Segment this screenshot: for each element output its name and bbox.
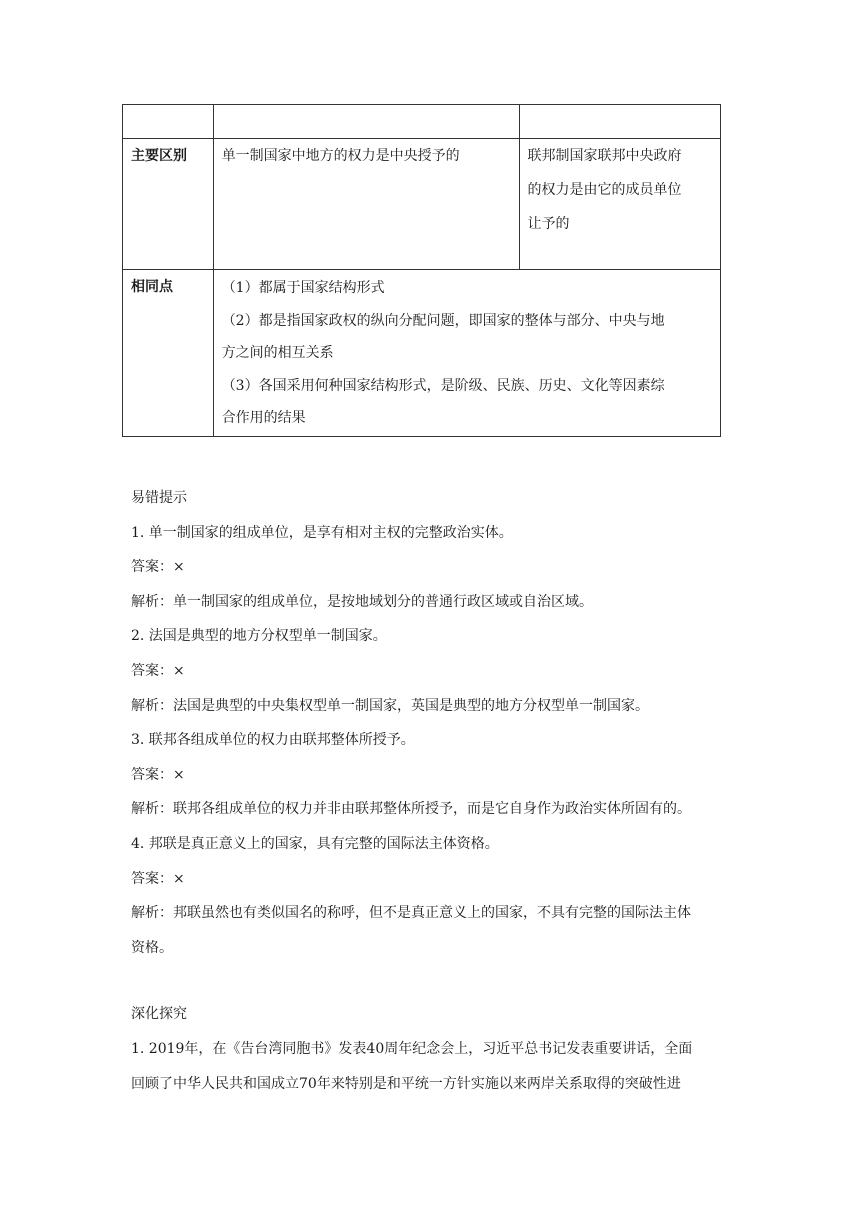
similarities-cell [213, 270, 720, 437]
section-gap [131, 965, 741, 997]
explore-line: 回顾了中华人民共和国成立70年来特别是和平统一方针实施以来两岸关系取得的突破性进 [131, 1075, 681, 1092]
explore-line: 1. 2019年，在《告台湾同胞书》发表40周年纪念会上，习近平总书记发表重要讲话，全面 [131, 1040, 693, 1057]
comparison-table [122, 104, 721, 437]
question: 4. 邦联是真正意义上的国家，具有完整的国际法主体资格。 [131, 835, 499, 852]
question: 3. 联邦各组成单位的权力由联邦整体所授予。 [131, 732, 415, 749]
answer: 答案：× [131, 766, 185, 783]
section-heading-tips: 易错提示 [131, 490, 187, 506]
analysis-line: 解析：邦联虽然也有类似国名的称呼，但不是真正意义上的国家，不具有完整的国际法主体 [131, 905, 691, 922]
similarity-line: （1）都属于国家结构形式 [221, 280, 385, 296]
table-row-main-difference [123, 139, 721, 270]
label-text: 主要区别 [131, 148, 187, 164]
similarity-line: （3）各国采用何种国家结构形式，是阶级、民族、历史、文化等因素综 [221, 377, 665, 394]
row-label-main-difference [123, 139, 214, 270]
question: 2. 法国是典型的地方分权型单一制国家。 [131, 628, 387, 645]
similarity-line: 方之间的相互关系 [221, 345, 334, 361]
federal-cell [519, 139, 720, 270]
analysis: 解析：单一制国家的组成单位，是按地域划分的普通行政区域或自治区域。 [131, 593, 593, 610]
row-label-similarities [123, 270, 214, 437]
similarity-line: 合作用的结果 [221, 410, 306, 426]
federal-text-line: 让予的 [527, 216, 570, 232]
unitary-cell [213, 139, 519, 270]
answer: 答案：× [131, 662, 185, 679]
analysis-line: 资格。 [131, 939, 173, 956]
table-cell [519, 105, 720, 139]
federal-text-line: 联邦制国家联邦中央政府 [527, 148, 682, 164]
table-cell [123, 105, 214, 139]
analysis: 解析：联邦各组成单位的权力并非由联邦整体所授予，而是它自身作为政治实体所固有的。 [131, 801, 691, 818]
body-text [131, 481, 741, 1101]
similarity-line: （2）都是指国家政权的纵向分配问题，即国家的整体与部分、中央与地 [221, 312, 665, 329]
section-heading-explore: 深化探究 [131, 1006, 187, 1023]
question: 1. 单一制国家的组成单位，是享有相对主权的完整政治实体。 [131, 524, 513, 541]
answer: 答案：× [131, 559, 185, 576]
unitary-text: 单一制国家中地方的权力是中央授予的 [221, 148, 460, 164]
label-text: 相同点 [131, 279, 173, 295]
federal-text-line: 的权力是由它的成员单位 [527, 182, 682, 198]
answer: 答案：× [131, 870, 185, 887]
table-row-similarities [123, 270, 721, 437]
analysis: 解析：法国是典型的中央集权型单一制国家，英国是典型的地方分权型单一制国家。 [131, 697, 649, 714]
table-cell [213, 105, 519, 139]
table-row-empty [123, 105, 721, 139]
